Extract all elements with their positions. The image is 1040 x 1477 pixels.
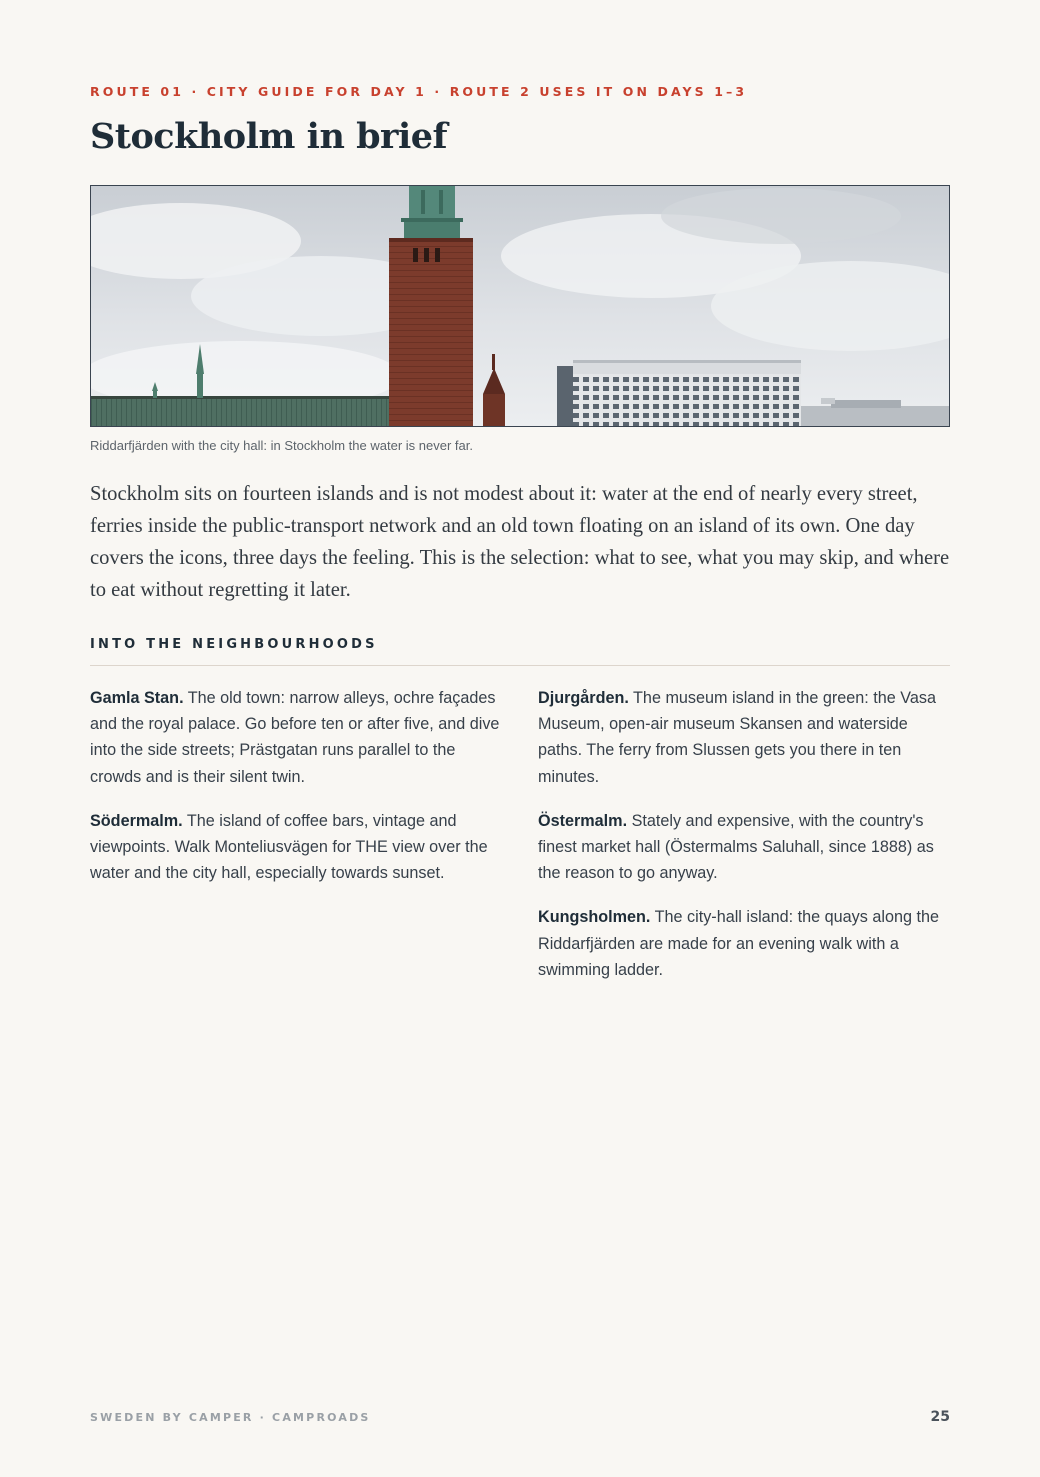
intro-paragraph: Stockholm sits on fourteen islands and is not modest about it: water at the end of nearly every street, ferries inside the public-transport network and an old town floating on an island of its own. One day covers the icons, three days the feeling. This is the selection: what to see, what you may skip, and where to eat without regretting it later.: [90, 483, 950, 601]
neighbourhood-name: Södermalm.: [90, 811, 183, 830]
city-hall-photo: [90, 185, 950, 427]
neighbourhood-name: Kungsholmen.: [538, 908, 651, 927]
page-title: Stockholm in brief: [90, 116, 448, 157]
neighbourhood-entry: [538, 808, 956, 887]
section-divider: [90, 665, 950, 666]
neighbourhood-entry: [538, 685, 956, 790]
neighbourhood-description: Stately and expensive, with the country's finest market hall (Östermalms Saluhall, since 1888) as the reason to go anyway.: [538, 811, 934, 883]
neighbourhood-name: Östermalm.: [538, 811, 628, 830]
neighbourhood-name: Gamla Stan.: [90, 689, 184, 707]
neighbourhood-name: Djurgården.: [538, 689, 629, 707]
neighbourhood-entry: [90, 685, 508, 790]
neighbourhood-entry: [538, 904, 956, 983]
neighbourhood-description: The island of coffee bars, vintage and viewpoints. Walk Monteliusvägen for THE view over the water and the city hall, especially towards sunset.: [90, 811, 488, 883]
footer-publication: SWEDEN BY CAMPER · CAMPROADS: [90, 1411, 371, 1424]
neighbourhood-description: The city-hall island: the quays along the Riddarfjärden are made for an evening walk with a swimming ladder.: [538, 908, 939, 979]
neighbourhood-description: The old town: narrow alleys, ochre façades and the royal palace. Go before ten or after five, and dive into the side streets; Prästgatan runs parallel to the crowds and is their silent twin.: [90, 689, 500, 786]
neighbourhood-description: The museum island in the green: the Vasa Museum, open-air museum Skansen and waterside paths. The ferry from Slussen gets you there in ten minutes.: [538, 689, 936, 786]
page-number: 25: [930, 1409, 950, 1425]
neighbourhoods-column-right: [538, 685, 956, 1001]
photo-caption: Riddarfjärden with the city hall: in Stockholm the water is never far.: [90, 438, 473, 453]
neighbourhood-entry: [90, 808, 508, 887]
section-heading: INTO THE NEIGHBOURHOODS: [90, 637, 378, 652]
neighbourhoods-column-left: [90, 685, 508, 904]
photo-illustration: [91, 186, 949, 426]
route-kicker: ROUTE 01 · CITY GUIDE FOR DAY 1 · ROUTE 2 USES IT ON DAYS 1–3: [90, 84, 748, 99]
